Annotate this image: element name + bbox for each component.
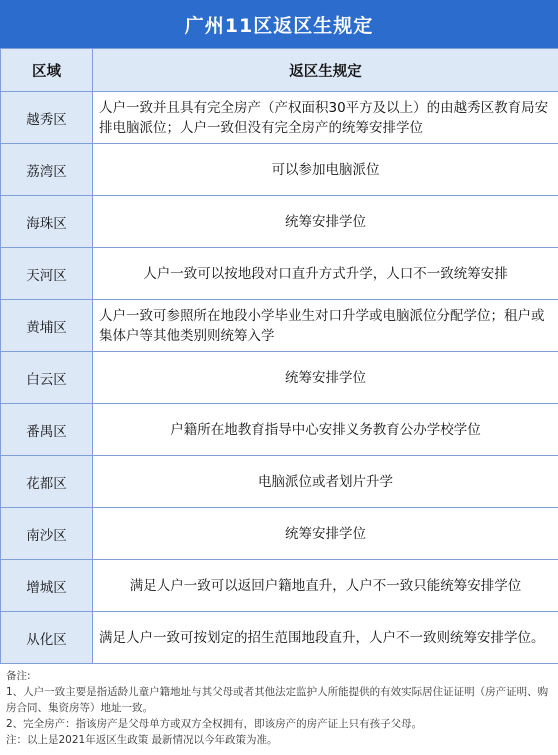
region-cell: 荔湾区 <box>1 144 93 196</box>
table-row <box>1 508 558 560</box>
region-cell: 海珠区 <box>1 196 93 248</box>
policy-table <box>0 48 558 664</box>
region-cell: 白云区 <box>1 352 93 404</box>
table-header-row <box>1 49 558 92</box>
region-cell: 越秀区 <box>1 92 93 144</box>
table-row <box>1 144 558 196</box>
note-line: 2、完全房产：指该房产是父母单方或双方全权拥有，即该房产的房产证上只有孩子父母。 <box>6 718 423 730</box>
table-row <box>1 248 558 300</box>
region-cell: 南沙区 <box>1 508 93 560</box>
table-row <box>1 352 558 404</box>
region-cell: 黄埔区 <box>1 300 93 352</box>
rule-cell: 统筹安排学位 <box>93 508 558 560</box>
column-header-region: 区域 <box>1 49 93 92</box>
footnotes <box>0 664 558 748</box>
rule-cell: 人户一致可参照所在地段小学毕业生对口升学或电脑派位分配学位；租户或集体户等其他类别则统筹入学 <box>93 300 558 352</box>
rule-cell: 统筹安排学位 <box>93 196 558 248</box>
rule-cell: 统筹安排学位 <box>93 352 558 404</box>
table-row <box>1 456 558 508</box>
table-row <box>1 196 558 248</box>
column-header-rule: 返区生规定 <box>93 49 558 92</box>
rule-cell: 满足人户一致可按划定的招生范围地段直升，人户不一致则统筹安排学位。 <box>93 612 558 664</box>
rule-cell: 人户一致可以按地段对口直升方式升学，人口不一致统筹安排 <box>93 248 558 300</box>
region-cell: 天河区 <box>1 248 93 300</box>
notes-heading: 备注: <box>6 670 31 682</box>
note-line: 注：以上是2021年返区生政策 最新情况以今年政策为准。 <box>6 734 278 746</box>
region-cell: 番禺区 <box>1 404 93 456</box>
region-cell: 从化区 <box>1 612 93 664</box>
table-row <box>1 92 558 144</box>
table-row <box>1 300 558 352</box>
region-cell: 花都区 <box>1 456 93 508</box>
rule-cell: 电脑派位或者划片升学 <box>93 456 558 508</box>
table-row <box>1 404 558 456</box>
region-cell: 增城区 <box>1 560 93 612</box>
page-title: 广州11区返区生规定 <box>0 0 558 48</box>
table-row <box>1 560 558 612</box>
rule-cell: 可以参加电脑派位 <box>93 144 558 196</box>
note-line: 1、人户一致主要是指适龄儿童户籍地址与其父母或者其他法定监护人所能提供的有效实际居住证证明（房产证明、购房合同、集资房等）地址一致。 <box>6 686 549 714</box>
rule-cell: 户籍所在地教育指导中心安排义务教育公办学校学位 <box>93 404 558 456</box>
rule-cell: 人户一致并且具有完全房产（产权面积30平方及以上）的由越秀区教育局安排电脑派位；人户一致但没有完全房产的统筹安排学位 <box>93 92 558 144</box>
table-row <box>1 612 558 664</box>
rule-cell: 满足人户一致可以返回户籍地直升，人户不一致只能统筹安排学位 <box>93 560 558 612</box>
